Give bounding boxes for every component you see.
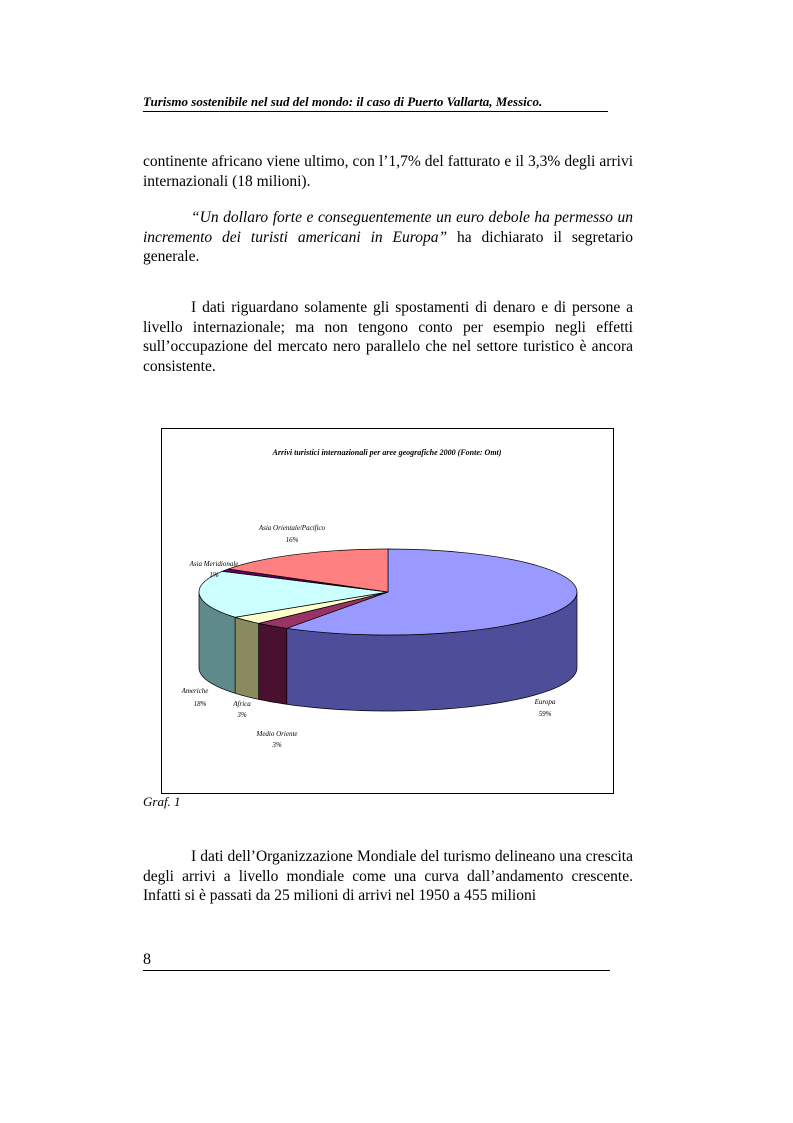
paragraph-1: continente africano viene ultimo, con l’1,7% del fatturato e il 3,3% degli arrivi internazionali (18 milioni).: [143, 153, 633, 190]
paragraph-2: [143, 208, 633, 267]
pie-top: [199, 549, 577, 635]
label-asia-orientale-name: Asia Orientale/Pacifico: [258, 524, 326, 532]
label-europa-pct: 59%: [538, 710, 552, 718]
pie-chart-frame: [161, 428, 614, 794]
label-americhe-pct: 18%: [193, 700, 207, 708]
label-africa-name: Africa: [233, 700, 251, 708]
figure-caption: Graf. 1: [143, 794, 181, 809]
pie-side-africa: [235, 617, 259, 699]
page-number: 8: [143, 951, 151, 968]
pie-chart: [162, 429, 613, 793]
quote-text: “Un dollaro forte e conseguentemente un euro debole ha permesso un incremento dei turisti americani in Europa”: [143, 209, 633, 246]
label-medio-oriente-pct: 3%: [272, 741, 282, 749]
running-header: Turismo sostenibile nel sud del mondo: il caso di Puerto Vallarta, Messico.: [143, 94, 543, 109]
header-rule: [143, 111, 608, 112]
quote-attribution: ha dichiarato il segretario generale.: [143, 228, 633, 265]
label-asia-meridionale-pct: 1%: [209, 571, 219, 579]
pie-side-medio-oriente: [259, 623, 287, 704]
label-americhe-name: Americhe: [181, 687, 209, 695]
footer-rule: [143, 970, 610, 971]
label-asia-orientale-pct: 16%: [285, 536, 299, 544]
label-medio-oriente-name: Medio Oriente: [256, 730, 298, 738]
chart-title: Arrivi turistici internazionali per aree geografiche 2000 (Fonte: Omt): [272, 448, 502, 457]
paragraph-3: I dati riguardano solamente gli spostamenti di denaro e di persone a livello internazionale; ma non tengono conto per esempio negli effetti sull’occupazione del mercato nero parallelo che nel settore turistico è ancora consistente.: [143, 299, 633, 375]
label-europa-name: Europa: [534, 698, 556, 706]
paragraph-4: I dati dell’Organizzazione Mondiale del turismo delineano una crescita degli arrivi a livello mondiale come una curva dall’andamento crescente. Infatti si è passati da 25 milioni di arrivi nel 1950 a 455 milioni: [143, 848, 633, 904]
label-asia-meridionale-name: Asia Meridionale: [189, 560, 239, 568]
label-africa-pct: 3%: [237, 711, 247, 719]
